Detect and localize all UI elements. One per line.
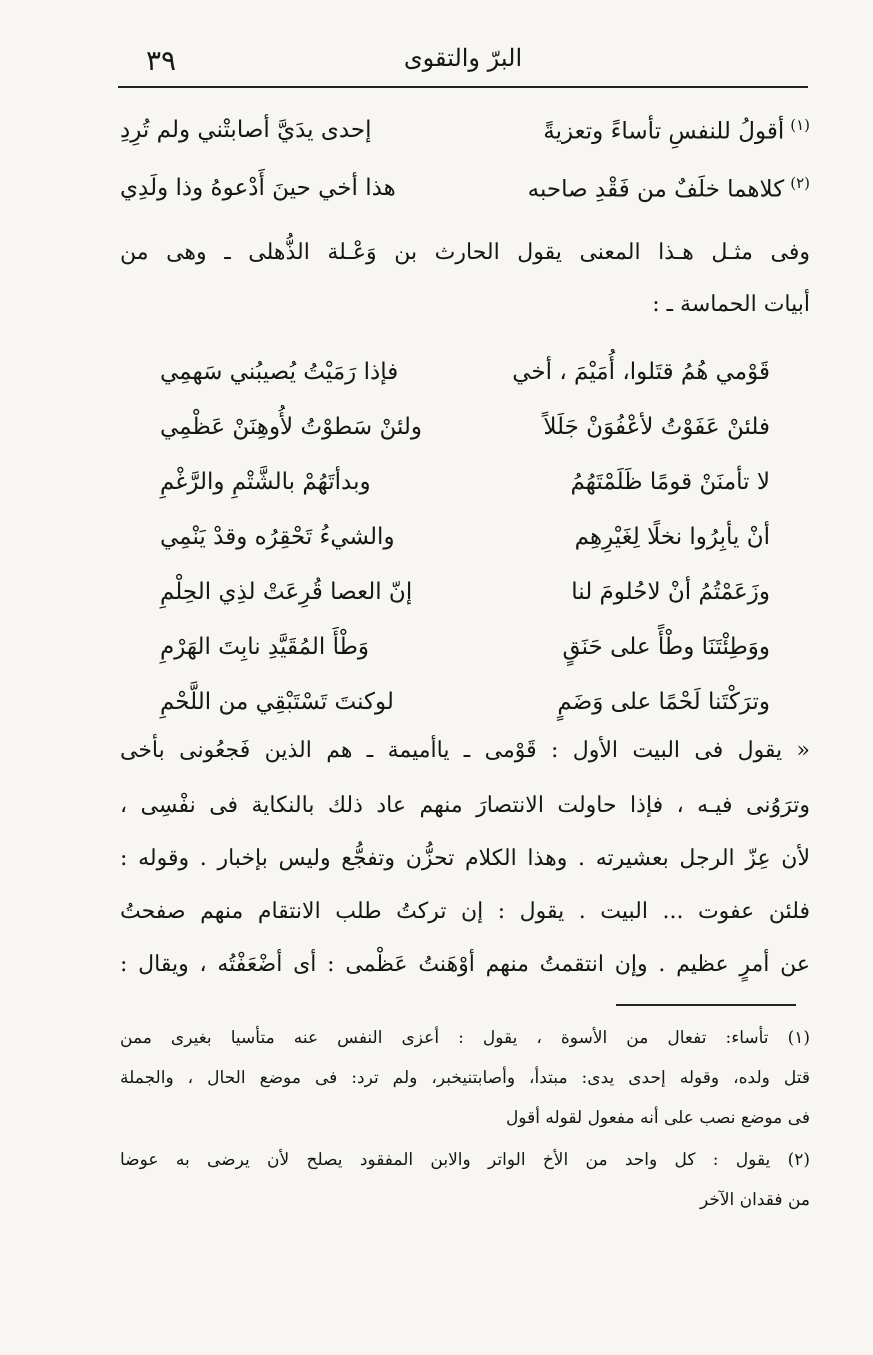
commentary-line: لأن عِزّ الرجل بعشيرته . وهذا الكلام تحزُّن وتفجُّع وليس بإخبار . وقوله :	[120, 846, 810, 871]
verse-second-hemistich: وَطْأَ المُقَيَّدِ نابِتَ الهَرْمِ	[160, 634, 370, 660]
page-number: ٣٩	[146, 44, 177, 77]
verse-second-hemistich: إحدى يدَيَّ أصابتْني ولم تُرِدِ	[120, 117, 372, 143]
footnote-line: (١) تأساء: تفعال من الأسوة ، يقول : أعزى النفس عنه متأسيا بغيرى ممن	[120, 1028, 810, 1048]
footnote-line: فى موضع نصب على أنه مفعول لقوله أقول	[505, 1108, 810, 1128]
commentary-line: عن أمرٍ عظيم . وإن انتقمتُ منهم أوْهَنتُ عَظْمى : أى أضْعَفْتُه ، ويقال :	[120, 952, 810, 977]
verse-first-hemistich: فلئنْ عَفَوْتُ لأعْفُوَنْ جَلَلاً	[543, 414, 770, 440]
opening-verse	[120, 106, 810, 154]
verse-first-hemistich: قَوْمي هُمُ قتَلوا، أُمَيْمَ ، أخي	[512, 359, 770, 385]
commentary-line: « يقول فى البيت الأول : قَوْمى ـ ياأميمة ـ هم الذين فَجعُونى بأخى	[120, 738, 810, 763]
page-header	[118, 40, 808, 84]
footnote-line: (٢) يقول : كل واحد من الأخ الواتر والابن المفقود يصلح لأن يرضى به عوضا	[120, 1150, 810, 1170]
verse-second-hemistich: وبدأتَهُمْ بالشَّتْمِ والرَّغْمِ	[160, 469, 371, 495]
verse-second-hemistich: والشيءُ تَحْقِرُه وقدْ يَنْمِي	[160, 524, 395, 550]
running-title: البرّ والتقوى	[403, 44, 523, 72]
verse-second-hemistich: إنّ العصا قُرِعَتْ لذِي الحِلْمِ	[160, 579, 413, 605]
poem-verse	[160, 621, 770, 673]
verse-second-hemistich: لوكنتَ تَسْتَبْقِي من اللَّحْمِ	[160, 689, 394, 715]
verse-first-hemistich: وترَكْتَنا لَحْمًا على وَضَمٍ	[557, 689, 770, 715]
poem-verse	[160, 346, 770, 398]
verse-first-hemistich: ووَطِئْتَنَا وطْأً على حَنَقٍ	[562, 634, 770, 660]
intro-line: أبيات الحماسة ـ :	[652, 292, 810, 317]
verse-second-hemistich: ولئنْ سَطوْتُ لأُوهِنَنْ عَظْمِي	[160, 414, 423, 440]
commentary-line: وترَوُنى فيـه ، فإذا حاولت الانتصارَ منهم عاد ذلك بالنكاية فى نفْسِى ،	[120, 793, 810, 818]
verse-second-hemistich: هذا أخي حينَ أَدْعوهُ وذا ولَدِي	[120, 175, 396, 201]
footnote-mark: (١)	[790, 115, 810, 134]
poem-verse	[160, 676, 770, 728]
verse-first-hemistich: أقولُ للنفسِ تأساءً وتعزيةً	[543, 118, 785, 145]
opening-verse	[120, 164, 810, 212]
verse-first-hemistich: كلاهما خلَفٌ من فَقْدِ صاحبه	[527, 176, 785, 203]
commentary-line: فلئن عفوت ... البيت . يقول : إن تركتُ طلب الانتقام منهم صفحتُ	[120, 899, 810, 924]
verse-first-hemistich: أنْ يأبِرُوا نخلًا لِغَيْرِهِم	[574, 524, 770, 550]
footnote-mark: (٢)	[790, 173, 810, 192]
verse-first-hemistich: لا تأمنَنْ قومًا ظَلَمْتَهُمُ	[570, 469, 770, 495]
poem-verse	[160, 456, 770, 508]
poem-verse	[160, 511, 770, 563]
footnote-line: من فقدان الآخر	[699, 1190, 810, 1210]
verse-second-hemistich: فإذا رَمَيْتُ يُصيبُني سَهمِي	[160, 359, 399, 385]
header-rule	[118, 86, 808, 88]
poem-verse	[160, 566, 770, 618]
footnote-line: قتل ولده، وقوله إحدى يدى: مبتدأ، وأصابتنيخبر، ولم ترد: فى موضع الحال ، والجملة	[120, 1068, 810, 1088]
verse-first-hemistich: وزَعَمْتُمُ أنْ لاحُلومَ لنا	[571, 579, 770, 605]
poem-verse	[160, 401, 770, 453]
intro-line: وفى مثـل هـذا المعنى يقول الحارث بن وَعْـلة الذُّهلى ـ وهى من	[120, 240, 810, 265]
footnote-rule	[616, 1004, 796, 1006]
